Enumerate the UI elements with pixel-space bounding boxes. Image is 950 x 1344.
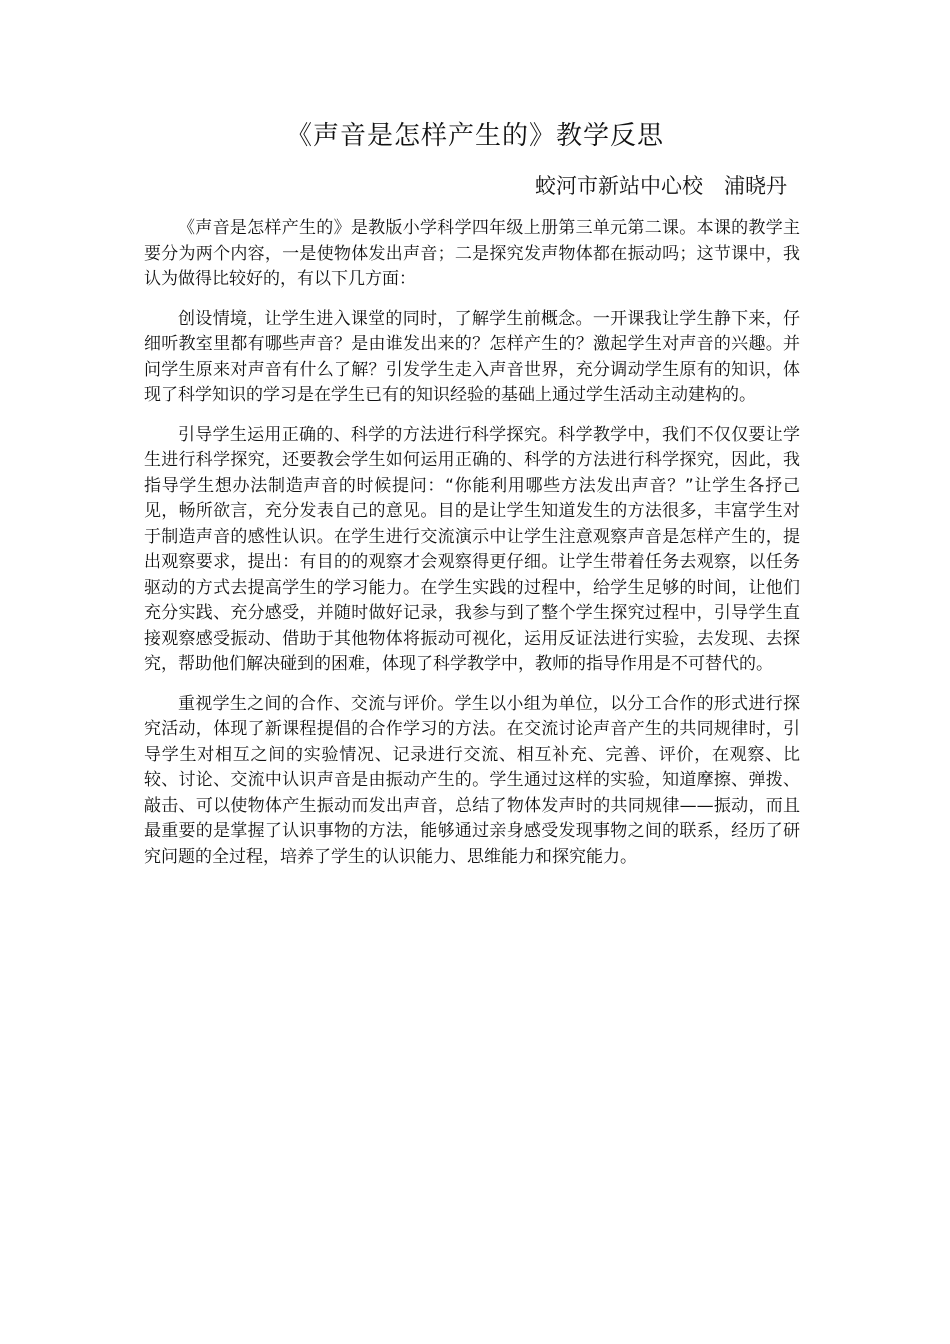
paragraph-situation: 创设情境，让学生进入课堂的同时，了解学生前概念。一开课我让学生静下来，仔细听教室里都有哪些声音？是由谁发出来的？怎样产生的？激起学生对声音的兴趣。并问学生原来对声音有什么了解？引发学生走入声音世界，充分调动学生原有的知识，体现了科学知识的学习是在学生已有的知识经验的基础上通过学生活动主动建构的。: [144, 308, 800, 405]
paragraph-intro: 《声音是怎样产生的》是教版小学科学四年级上册第三单元第二课。本课的教学主要分为两个内容，一是使物体发出声音；二是探究发声物体都在振动吗；这节课中，我认为做得比较好的，有以下几方面：: [144, 218, 800, 289]
document-title: 《声音是怎样产生的》教学反思: [285, 121, 664, 151]
paragraph-method: 引导学生运用正确的、科学的方法进行科学探究。科学教学中，我们不仅仅要让学生进行科学探究，还要教会学生如何运用正确的、科学的方法进行科学探究，因此，我指导学生想办法制造声音的时候提问：“你能利用哪些方法发出声音？”让学生各抒己见，畅所欲言，充分发表自己的意见。目的是让学生知道发生的方法很多，丰富学生对于制造声音的感性认识。在学生进行交流演示中让学生注意观察声音是怎样产生的，提出观察要求，提出：有目的的观察才会观察得更仔细。让学生带着任务去观察，以任务驱动的方式去提高学生的学习能力。在学生实践的过程中，给学生足够的时间，让他们充分实践、充分感受，并随时做好记录，我参与到了整个学生探究过程中，引导学生直接观察感受振动、借助于其他物体将振动可视化，运用反证法进行实验，去发现、去探究，帮助他们解决碰到的困难，体现了科学教学中，教师的指导作用是不可替代的。: [144, 424, 800, 674]
document-body: [144, 216, 800, 884]
paragraph-cooperation: 重视学生之间的合作、交流与评价。学生以小组为单位，以分工合作的形式进行探究活动，体现了新课程提倡的合作学习的方法。在交流讨论声音产生的共同规律时，引导学生对相互之间的实验情况、记录进行交流、相互补充、完善、评价，在观察、比较、讨论、交流中认识声音是由振动产生的。学生通过这样的实验，知道摩擦、弹拨、敲击、可以使物体产生振动而发出声音，总结了物体发声时的共同规律——振动，而且最重要的是掌握了认识事物的方法，能够通过亲身感受发现事物之间的联系，经历了研究问题的全过程，培养了学生的认识能力、思维能力和探究能力。: [144, 693, 800, 867]
author-line: 蛟河市新站中心校 浦晓丹: [535, 174, 787, 198]
